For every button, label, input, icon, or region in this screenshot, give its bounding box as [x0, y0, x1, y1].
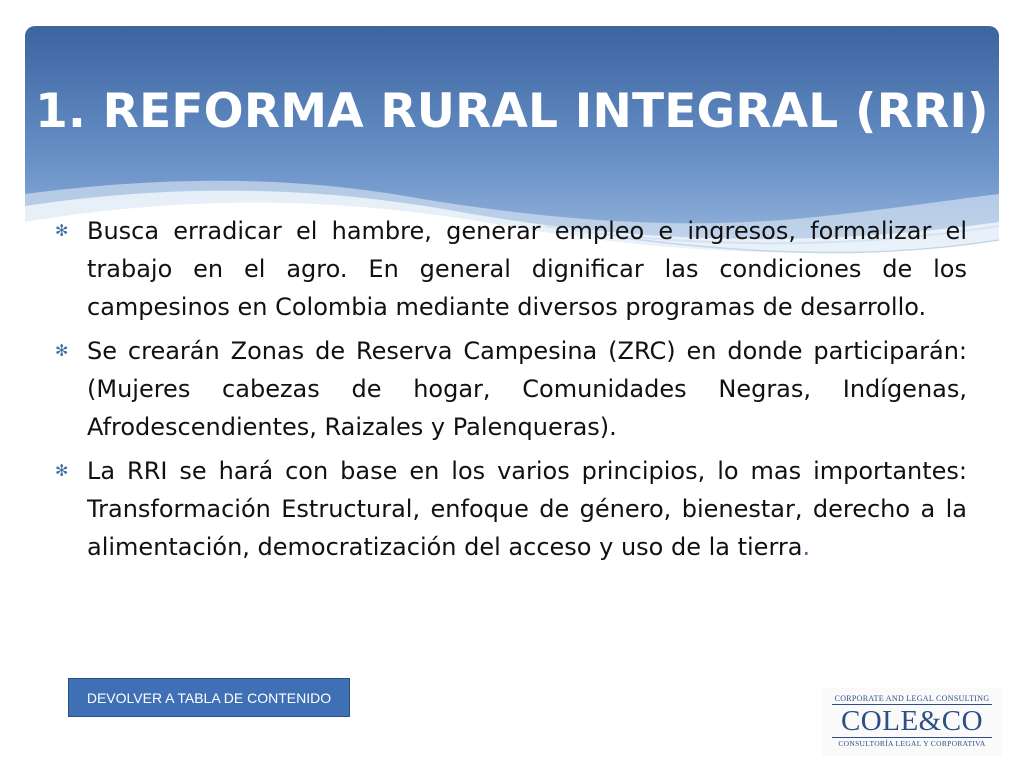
slide-title: 1. REFORMA RURAL INTEGRAL (RRI)	[35, 84, 989, 139]
bullet-text: La RRI se hará con base en los varios principios, lo mas importantes: Transformación Estructural, enfoque de género, bienestar, derecho a la alimentación, democratización del acceso y uso de la tierra	[87, 457, 967, 561]
bullet-text: Se crearán Zonas de Reserva Campesina (ZRC) en donde participarán: (Mujeres cabezas de hogar, Comunidades Negras, Indígenas, Afrodescendientes, Raizales y Palenqueras).	[87, 337, 967, 441]
bullet-item	[55, 332, 967, 446]
logo-bottom-text: CONSULTORÍA LEGAL Y CORPORATIVA	[832, 737, 992, 748]
logo-top-text: CORPORATE AND LEGAL CONSULTING	[832, 688, 992, 705]
bullet-item	[55, 452, 967, 566]
bullet-item	[55, 212, 967, 326]
bullet-list	[55, 212, 967, 572]
asterisk-bullet-icon: ✻	[55, 461, 69, 480]
bullet-text-with-accent	[87, 452, 967, 566]
asterisk-bullet-icon: ✻	[55, 341, 69, 360]
cole-co-logo	[822, 688, 1002, 756]
accent-period: .	[802, 533, 811, 561]
bullet-text: Busca erradicar el hambre, generar empleo e ingresos, formalizar el trabajo en el agro. En general dignificar las condiciones de los campesinos en Colombia mediante diversos programas de desarrollo.	[87, 217, 967, 321]
logo-main-text: COLE&CO	[840, 705, 984, 737]
asterisk-bullet-icon: ✻	[55, 221, 69, 240]
back-to-contents-button[interactable]: DEVOLVER A TABLA DE CONTENIDO	[68, 678, 350, 717]
